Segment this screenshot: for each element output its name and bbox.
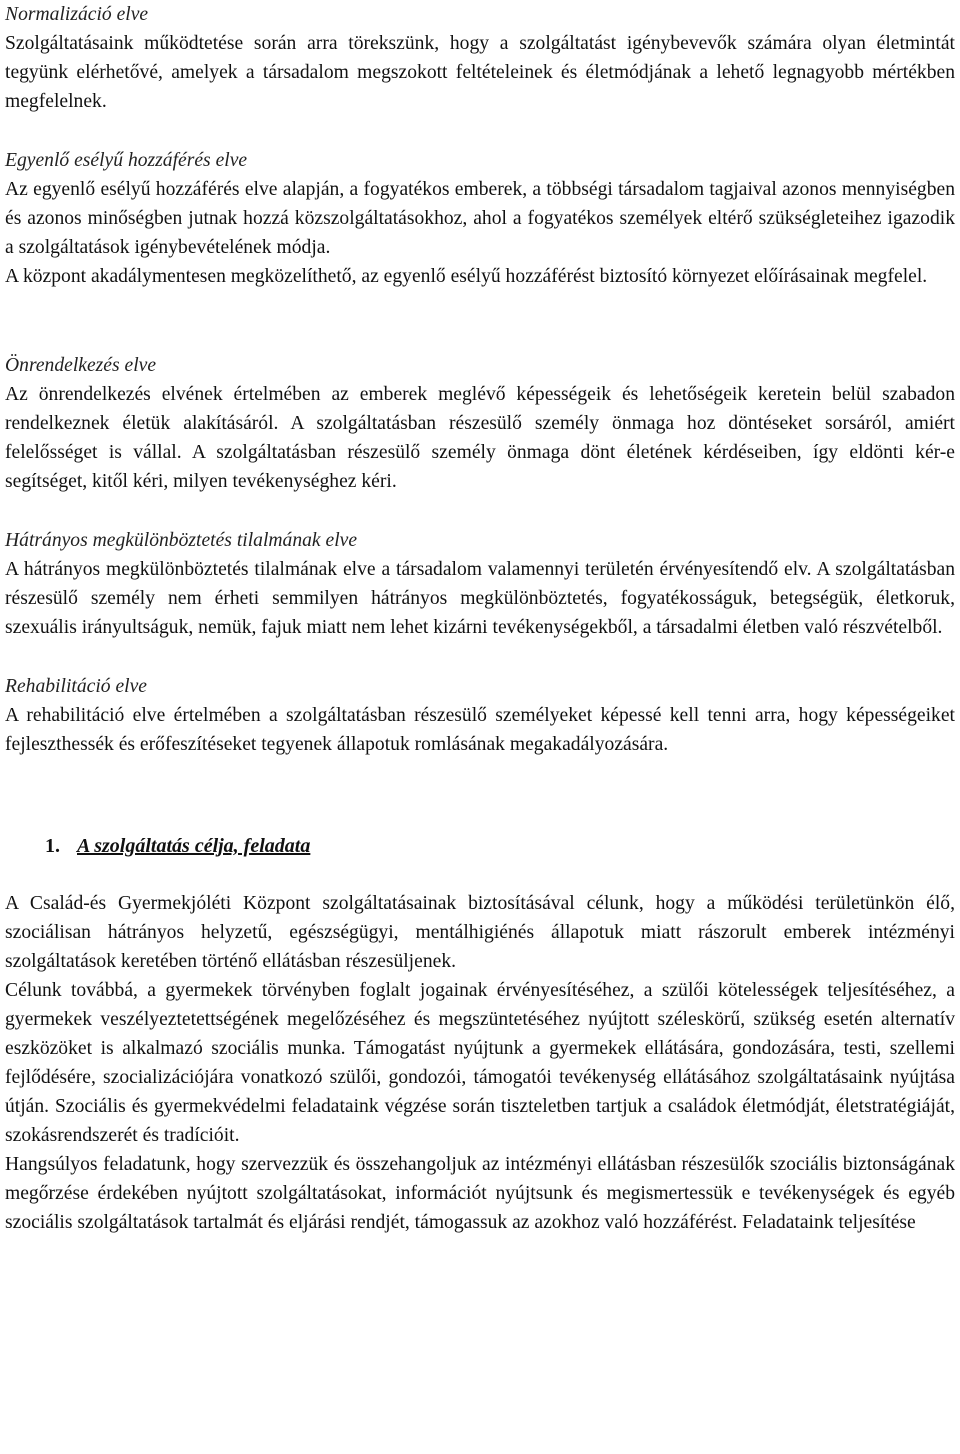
- section-heading-hatranyos: Hátrányos megkülönböztetés tilalmának elve: [5, 530, 358, 551]
- paragraph-egyenlo-eselyu-2: A központ akadálymentesen megközelíthető, az egyenlő esélyű hozzáférést biztosító környezet előírásainak megfelel.: [5, 266, 928, 287]
- spacer: [5, 861, 955, 889]
- chapter-title: A szolgáltatás célja, feladata: [77, 835, 311, 857]
- spacer: [5, 291, 955, 351]
- paragraph-celja-2: Célunk továbbá, a gyermekek törvényben foglalt jogainak érvényesítéséhez, a szülői kötelességek teljesítéséhez, a gyermekek veszélyeztetettségének megelőzéséhez és megszüntetéséhez nyújtott széleskörű, szükség esetén alternatív eszközöket is alkalmazó szociális munka. Támogatást nyújtunk a gyermekek ellátására, gondozására, testi, szellemi fejlődésére, szocializációjára vonatkozó szülői, gondozói, támogatói tevékenység ellátásához szolgáltatásaink nyújtása útján. Szociális és gyermekvédelmi feladataink végzése során tiszteletben tartjuk a családok életmódját, életstratégiáját, szokásrendszerét és tradícióit.: [5, 980, 955, 1146]
- paragraph-normalizacio: Szolgáltatásaink működtetése során arra törekszünk, hogy a szolgáltatást igénybevevők számára olyan életmintát tegyünk elérhetővé, amelyek a társadalom megszokott feltételeinek és életmódjának a lehető legnagyobb mértékben megfelelnek.: [5, 33, 955, 112]
- paragraph-egyenlo-eselyu-1: Az egyenlő esélyű hozzáférés elve alapján, a fogyatékos emberek, a többségi társadalom tagjaival azonos mennyiségben és azonos minőségben jutnak hozzá közszolgáltatásokhoz, ahol a fogyatékos személyek eltérő szükségleteihez igazodik a szolgáltatások igénybevételének módja.: [5, 179, 955, 258]
- paragraph-celja-3: Hangsúlyos feladatunk, hogy szervezzük és összehangoljuk az intézményi ellátásban részesülők szociális biztonságának megőrzése érdekében nyújtott szolgáltatásokat, információt nyújtsunk és megismertessük e tevékenységek és egyéb szociális szolgáltatások tartalmát és eljárási rendjét, támogassuk az azokhoz való hozzáférést. Feladataink teljesítése: [5, 1154, 955, 1233]
- document-page: [5, 0, 955, 1237]
- section-heading-onrendelkezes: Önrendelkezés elve: [5, 355, 157, 376]
- spacer: [5, 116, 955, 146]
- paragraph-hatranyos: A hátrányos megkülönböztetés tilalmának elve a társadalom valamennyi területén érvényesítendő elv. A szolgáltatásban részesülő személy nem érheti semmilyen hátrányos megkülönböztetés, fogyatékosságuk, betegségük, életkoruk, szexuális irányultságuk, nemük, fajuk miatt nem lehet kizárni tevékenységekből, a társadalmi életben való részvételből.: [5, 559, 955, 638]
- section-heading-egyenlo-eselyu: Egyenlő esélyű hozzáférés elve: [5, 150, 248, 171]
- section-heading-rehabilitacio: Rehabilitáció elve: [5, 676, 147, 697]
- spacer: [5, 642, 955, 672]
- paragraph-rehabilitacio: A rehabilitáció elve értelmében a szolgáltatásban részesülő személyeket képessé kell tenni arra, hogy képességeiket fejleszthessék és erőfeszítéseket tegyenek állapotuk romlásának megakadályozására.: [5, 705, 955, 755]
- paragraph-onrendelkezes: Az önrendelkezés elvének értelmében az emberek meglévő képességeik és lehetőségeik keretein belül szabadon rendelkeznek életük alakításáról. A szolgáltatásban részesülő személy önmaga hoz döntéseket sorsáról, amiért felelősséget is vállal. A szolgáltatásban részesülő személy önmaga dönt életének kérdéseiben, így eldönti kér-e segítséget, kitől kéri, milyen tevékenységhez kéri.: [5, 384, 955, 492]
- spacer: [5, 496, 955, 526]
- section-heading-normalizacio: Normalizáció elve: [5, 4, 149, 25]
- spacer: [5, 759, 955, 831]
- chapter-heading: [5, 831, 955, 861]
- chapter-number: 1.: [45, 835, 60, 857]
- paragraph-celja-1: A Család-és Gyermekjóléti Központ szolgáltatásainak biztosításával célunk, hogy a működési területünkön élő, szociálisan hátrányos helyzetű, egészségügyi, mentálhigiénés állapotuk miatt rászorult emberek intézményi szolgáltatások keretében történő ellátásban részesüljenek.: [5, 893, 955, 972]
